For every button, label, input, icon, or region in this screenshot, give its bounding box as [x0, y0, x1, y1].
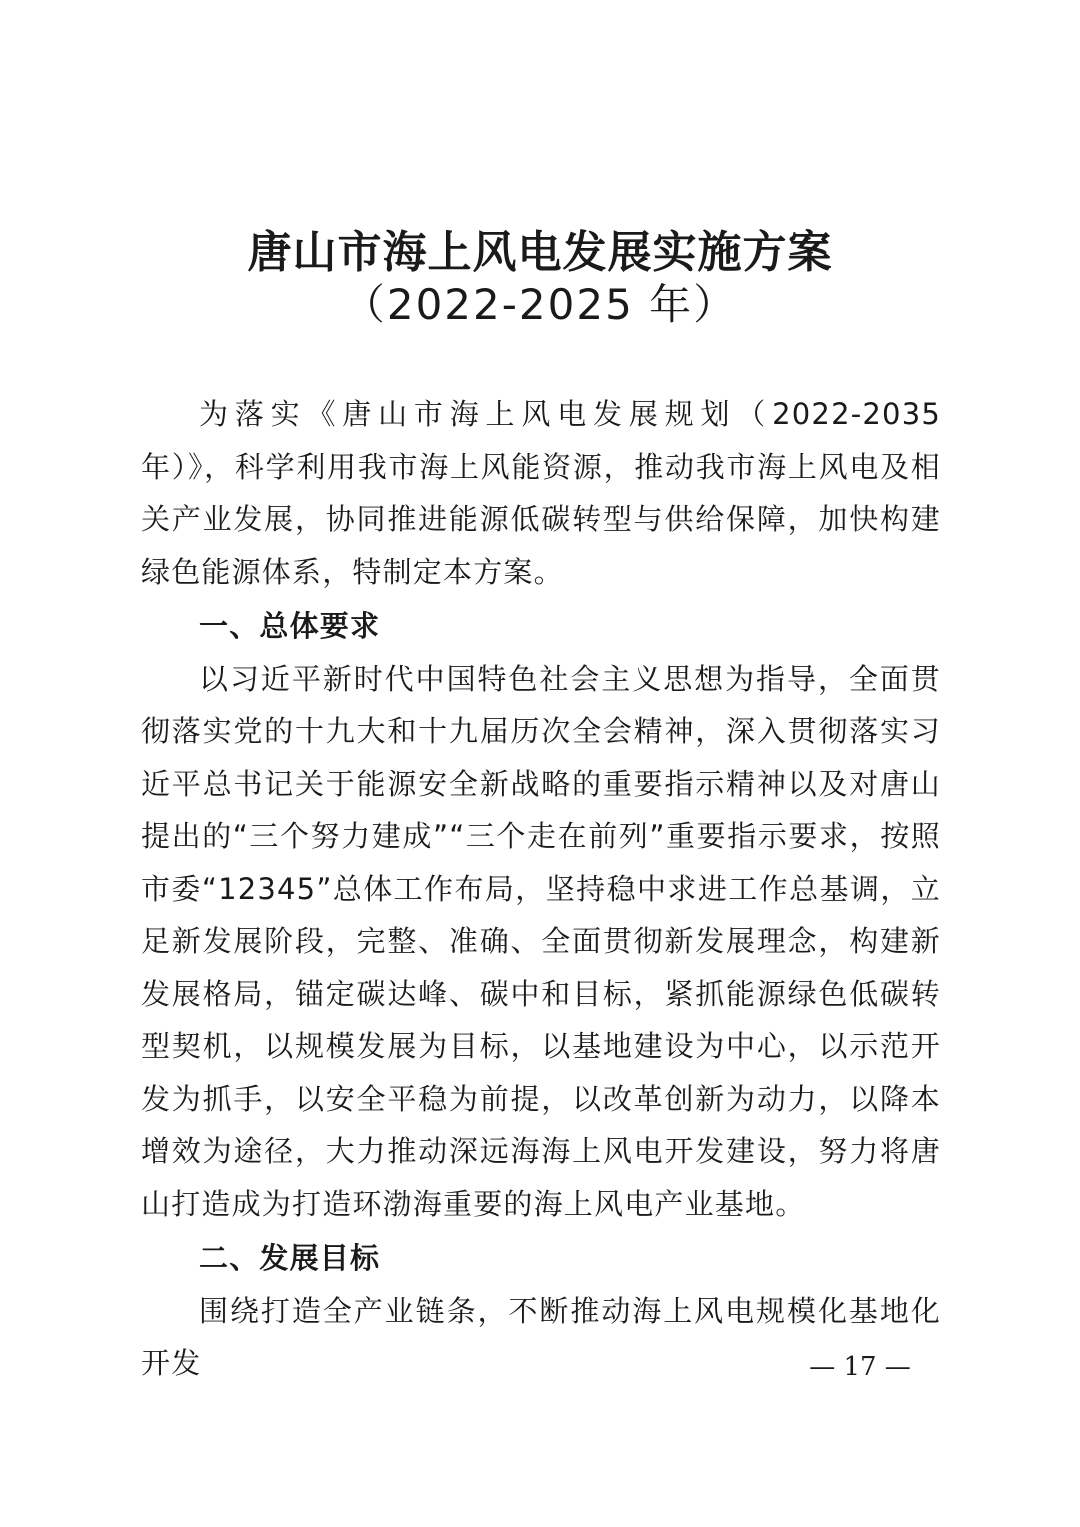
page-number: — 17 — — [809, 1352, 911, 1382]
section-paragraph-development-goals: 围绕打造全产业链条，不断推动海上风电规模化基地化开发 — [141, 1293, 941, 1380]
document-title: 唐山市海上风电发展实施方案 — [247, 227, 833, 278]
document-subtitle: （2022-2025 年） — [342, 280, 738, 329]
section-heading-development-goals: 二、发展目标 — [199, 1241, 381, 1275]
section-paragraph-general-requirements: 以习近平新时代中国特色社会主义思想为指导，全面贯彻落实党的十九大和十九届历次全会精神，深入贯彻落实习近平总书记关于能源安全新战略的重要指示精神以及对唐山提出的“三个努力建成”“三个走在前列”重要指示要求，按照市委“12345”总体工作布局，坚持稳中求进工作总基调，立足新发展阶段，完整、准确、全面贯彻新发展理念，构建新发展格局，锚定碳达峰、碳中和目标，紧抓能源绿色低碳转型契机，以规模发展为目标，以基地建设为中心，以示范开发为抓手，以安全平稳为前提，以改革创新为动力，以降本增效为途径，大力推动深远海海上风电开发建设，努力将唐山打造成为打造环渤海重要的海上风电产业基地。 — [141, 661, 941, 1221]
document-body — [141, 388, 941, 1390]
section-heading-general-requirements: 一、总体要求 — [199, 609, 381, 643]
intro-paragraph: 为落实《唐山市海上风电发展规划（2022-2035 年）》，科学利用我市海上风能资源，推动我市海上风电及相关产业发展，协同推进能源低碳转型与供给保障，加快构建绿色能源体系，特制定本方案。 — [141, 397, 941, 589]
